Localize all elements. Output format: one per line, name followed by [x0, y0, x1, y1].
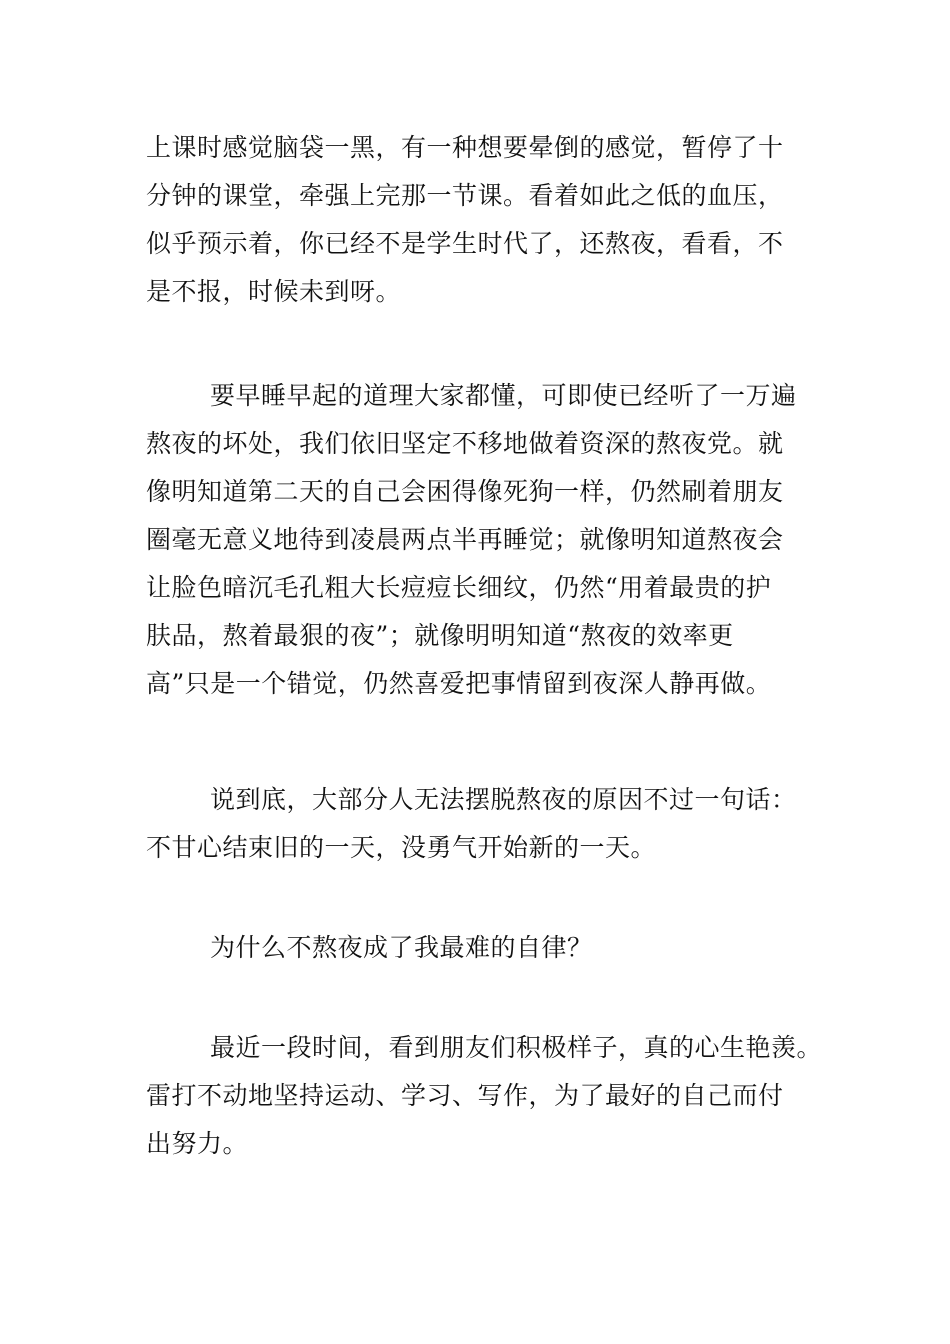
text-line: 为什么不熬夜成了我最难的自律？ [210, 933, 593, 962]
text-line: 上课时感觉脑袋一黑，有一种想要晕倒的感觉，暂停了十 [146, 133, 784, 162]
text-line: 熬夜的坏处，我们依旧坚定不移地做着资深的熬夜党。就 [146, 429, 784, 458]
text-line: 分钟的课堂，牵强上完那一节课。看着如此之低的血压， [146, 181, 784, 210]
text-line: 雷打不动地坚持运动、学习、写作，为了最好的自己而付 [146, 1081, 784, 1110]
text-line: 出努力。 [146, 1129, 249, 1158]
section-question [146, 924, 836, 972]
paragraph-5 [146, 1024, 836, 1168]
paragraph-2 [146, 372, 836, 708]
paragraph-1 [146, 124, 836, 316]
text-line: 似乎预示着，你已经不是学生时代了，还熬夜，看看，不 [146, 229, 784, 258]
text-line: 要早睡早起的道理大家都懂，可即使已经听了一万遍 [210, 381, 797, 410]
text-line: 圈毫无意义地待到凌晨两点半再睡觉；就像明知道熬夜会 [146, 525, 784, 554]
text-line: 高”只是一个错觉，仍然喜爱把事情留到夜深人静再做。 [146, 669, 772, 698]
text-line: 不甘心结束旧的一天，没勇气开始新的一天。 [146, 833, 657, 862]
text-line: 是不报，时候未到呀。 [146, 277, 402, 306]
text-line: 说到底，大部分人无法摆脱熬夜的原因不过一句话： [210, 785, 797, 814]
paragraph-3 [146, 776, 836, 872]
text-line: 最近一段时间，看到朋友们积极样子，真的心生艳羡。 [210, 1033, 823, 1062]
text-line: 肤品，熬着最狠的夜”；就像明明知道“熬夜的效率更 [146, 621, 734, 650]
text-line: 像明知道第二天的自己会困得像死狗一样，仍然刷着朋友 [146, 477, 784, 506]
text-line: 让脸色暗沉毛孔粗大长痘痘长细纹，仍然“用着最贵的护 [146, 573, 772, 602]
